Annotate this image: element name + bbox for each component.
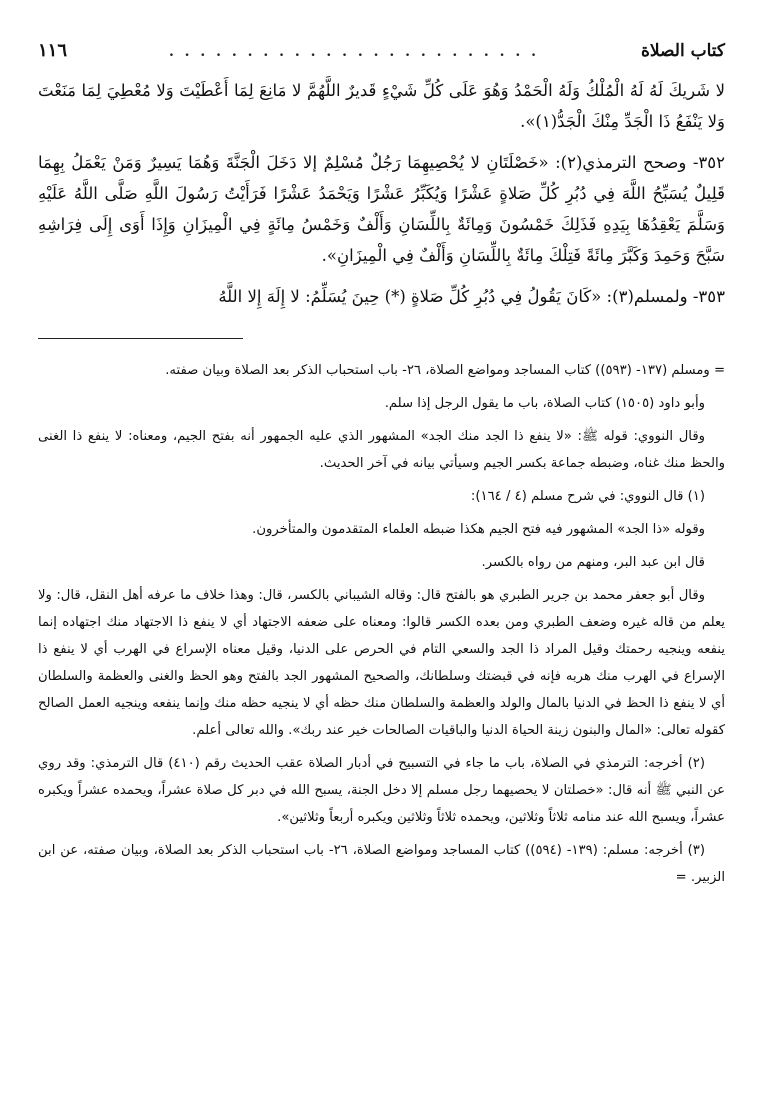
footnote: (٣) أخرجه: مسلم: (١٣٩- (٥٩٤)) كتاب المساجد ومواضع الصلاة، ٢٦- باب استحباب الذكر بعد الصلاة، وبيان صفته، عن ابن الزبير. = — [38, 843, 725, 885]
leader-dots: . . . . . . . . . . . . . . . . . . . . . . . . — [168, 44, 540, 60]
footnote: = ومسلم (١٣٧- (٥٩٣)) كتاب المساجد ومواضع الصلاة، ٢٦- باب استحباب الذكر بعد الصلاة وبيان صفته. — [165, 363, 725, 378]
main-text — [38, 75, 725, 312]
main-paragraph: ٣٥٣- ولمسلم(٣): «كَانَ يَقُولُ فِي دُبُرِ كُلِّ صَلاةٍ (*) حِينَ يُسَلِّمُ: لا إِلَهَ إِلا اللَّهُ — [218, 287, 725, 306]
footnote: وقوله «ذا الجد» المشهور فيه فتح الجيم هكذا ضبطه العلماء المتقدمون والمتأخرون. — [252, 522, 705, 537]
book-title: كتاب الصلاة — [640, 41, 725, 61]
footnote: وأبو داود (١٥٠٥) كتاب الصلاة، باب ما يقول الرجل إذا سلم. — [384, 396, 705, 411]
footnote-divider — [38, 338, 243, 339]
footnote: وقال أبو جعفر محمد بن جرير الطبري هو بالفتح قال: وقاله الشيباني بالكسر، قال: وهذا خلاف ما عرفه أهل النقل، قال: ولا يعلم من قاله غيره وضعف الطبري ومن بعده الكسر قالوا: ومعناه على ضعفه الاجتهاد أي لا ينفع ذا الاجتهاد منك اجتهاده إنما ينفعه وينجيه رحمتك وقيل المراد ذا الجد والسعي التام في الحرص على الدنيا، وقيل معناه الإسراع في الهرب أي لا ينفع ذا الإسراع في الهرب منك هربه فإنه في قبضتك وسلطانك، والصحيح المشهور الجد بالفتح وهو الحظ والغنى والعظمة والسلطان أي لا ينفع ذا الحظ في الدنيا بالمال والولد والعظمة والسلطان منك حظه أي لا ينجيه حظه منك وإنما ينفعه وينجيه العمل الصالح كقوله تعالى: «المال والبنون زينة الحياة الدنيا والباقيات الصالحات خير عند ربك». والله تعالى أعلم. — [38, 588, 725, 738]
running-header — [38, 40, 725, 61]
main-paragraph: ٣٥٢- وصحح الترمذي(٢): «خَصْلَتَانِ لا يُحْصِيهِمَا رَجُلٌ مُسْلِمٌ إلا دَخَلَ الْجَنَّةَ وَهُمَا يَسِيرٌ وَمَنْ يَعْمَلُ بِهِمَا قَلِيلٌ يُسَبِّحُ اللَّهَ فِي دُبُرِ كُلِّ صَلاةٍ عَشْرًا وَيُكَبِّرُ عَشْرًا وَيَحْمَدُ عَشْرًا فَرَأَيْتُ رَسُولَ اللَّهِ صَلَّى اللَّهُ عَلَيْهِ وَسَلَّمَ يَعْقِدُهَا بِيَدِهِ فَذَلِكَ خَمْسُونَ وَمِائَةٌ بِاللِّسَانِ وَأَلْفٌ وَخَمْسُ مِائَةٍ فِي الْمِيزَانِ وَإِذَا أَوَى إِلَى فِرَاشِهِ سَبَّحَ وَحَمِدَ وَكَبَّرَ مِائَةً فَتِلْكَ مِائَةٌ بِاللِّسَانِ وَأَلْفٌ فِي الْمِيزَانِ». — [38, 153, 725, 265]
footnote: (١) قال النووي: في شرح مسلم (٤ / ١٦٤): — [470, 489, 705, 504]
book-page — [38, 40, 725, 1100]
page-number: ١١٦ — [38, 40, 68, 61]
footnote: (٢) أخرجه: الترمذي في الصلاة، باب ما جاء في التسبيح في أدبار الصلاة عقب الحديث رقم (٤١٠) قال الترمذي: وقد روي عن النبي ﷺ أنه قال: «خصلتان لا يحصيهما رجل مسلم إلا دخل الجنة، يسبح الله في دبر كل صلاة عشراً، ويحمده عشراً ويكبره عشراً، ويسبح الله عند منامه ثلاثاً وثلاثين، ويحمده ثلاثاً وثلاثين ويكبره أربعاً وثلاثين». — [38, 756, 725, 825]
footnotes — [38, 357, 725, 891]
footnote: قال ابن عبد البر، ومنهم من رواه بالكسر. — [481, 555, 705, 570]
footnote: وقال النووي: قوله ﷺ: «لا ينفع ذا الجد منك الجد» المشهور الذي عليه الجمهور أنه بفتح الجيم، ومعناه: لا ينفع ذا الغنى والحظ منك غناه، وضبطه جماعة بكسر الجيم وسيأتي بيانه في آخر الحديث. — [38, 429, 725, 471]
main-paragraph: لا شَريكَ لَهُ لَهُ الْمُلْكُ وَلَهُ الْحَمْدُ وَهُوَ عَلَى كُلِّ شَيْءٍ قَديرٌ اللَّهُمَّ لا مَانِعَ لِمَا أَعْطَيْتَ وَلا مُعْطِيَ لِمَا مَنَعْتَ وَلا يَنْفَعُ ذَا الْجَدِّ مِنْكَ الْجَدُّ(١)». — [38, 81, 725, 131]
